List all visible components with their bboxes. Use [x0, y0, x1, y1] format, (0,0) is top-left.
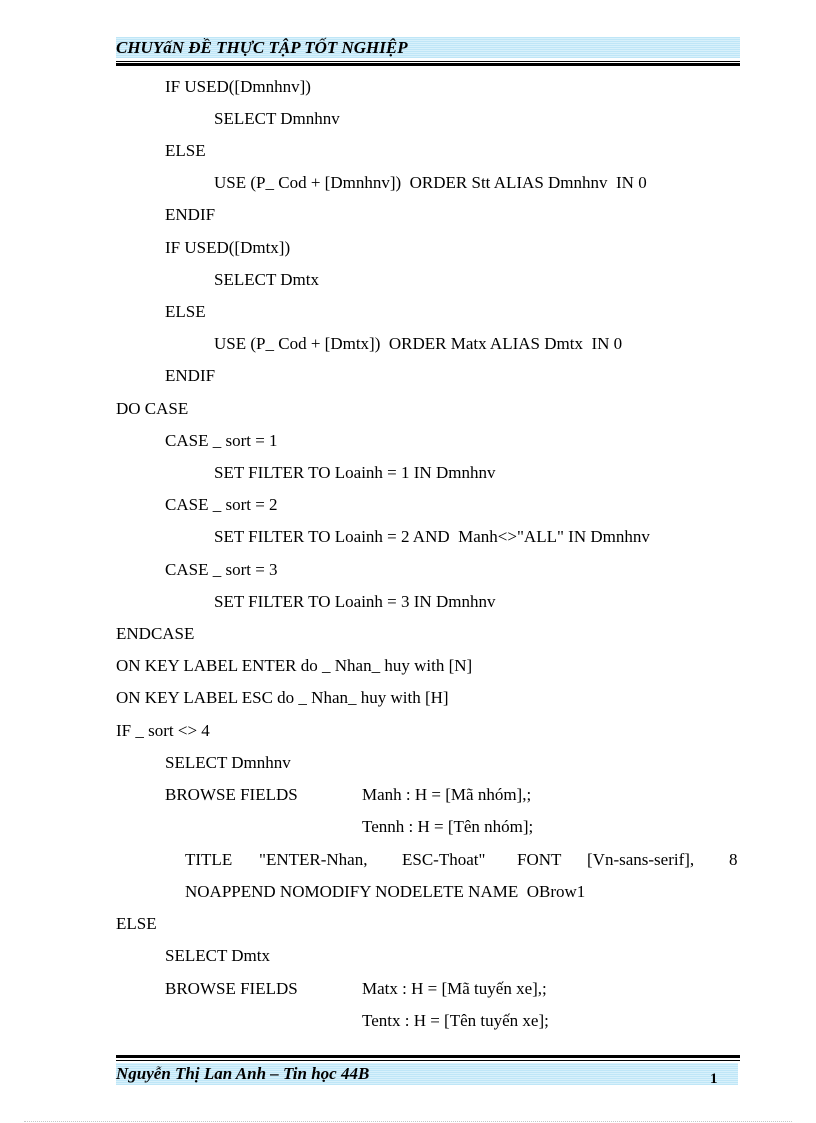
code-line: ELSE — [165, 141, 206, 160]
code-line: CASE _ sort = 2 — [165, 495, 278, 514]
code-line: CASE _ sort = 1 — [165, 431, 278, 450]
code-line: DO CASE — [116, 399, 189, 418]
page-edge-divider — [24, 1121, 792, 1122]
code-line: CASE _ sort = 3 — [165, 560, 278, 579]
code-line: BROWSE FIELDS — [165, 979, 298, 998]
code-line: ESC-Thoat" — [402, 850, 486, 869]
code-line: Manh : H = [Mã nhóm],; — [362, 785, 532, 804]
footer-rule-thin — [116, 1060, 740, 1061]
code-line: SELECT Dmtx — [214, 270, 319, 289]
code-line: TITLE — [185, 850, 233, 869]
code-line: IF _ sort <> 4 — [116, 721, 210, 740]
code-line: SET FILTER TO Loainh = 3 IN Dmnhnv — [214, 592, 496, 611]
header-rule-thick — [116, 63, 740, 66]
code-line: ENDIF — [165, 205, 216, 224]
code-line: ELSE — [116, 914, 157, 933]
code-line: USE (P_ Cod + [Dmtx]) ORDER Matx ALIAS Dmtx IN 0 — [214, 334, 623, 353]
code-line: IF USED([Dmtx]) — [165, 238, 291, 257]
code-line: SELECT Dmtx — [165, 946, 270, 965]
code-line: ENDIF — [165, 366, 216, 385]
code-line: SELECT Dmnhnv — [214, 109, 340, 128]
code-line: IF USED([Dmnhnv]) — [165, 77, 311, 96]
code-line: ENDCASE — [116, 624, 195, 643]
code-line: SET FILTER TO Loainh = 1 IN Dmnhnv — [214, 463, 496, 482]
code-line: NOAPPEND NOMODIFY NODELETE NAME OBrow1 — [185, 882, 586, 901]
code-line: ON KEY LABEL ENTER do _ Nhan_ huy with [N] — [116, 656, 473, 675]
code-line: SELECT Dmnhnv — [165, 753, 291, 772]
code-line: Tennh : H = [Tên nhóm]; — [362, 817, 534, 836]
code-line: ELSE — [165, 302, 206, 321]
header-rule-thin — [116, 61, 740, 62]
code-line: FONT — [517, 850, 562, 869]
code-line: ON KEY LABEL ESC do _ Nhan_ huy with [H] — [116, 688, 449, 707]
code-line: BROWSE FIELDS — [165, 785, 298, 804]
code-line: [Vn-sans-serif], — [587, 850, 695, 869]
code-line: "ENTER-Nhan, — [259, 850, 368, 869]
footer-author: Nguyễn Thị Lan Anh – Tin học 44B — [116, 1064, 370, 1083]
code-line: Matx : H = [Mã tuyến xe],; — [362, 979, 547, 998]
code-line: SET FILTER TO Loainh = 2 AND Manh<>"ALL" IN Dmnhnv — [214, 527, 650, 546]
code-line: USE (P_ Cod + [Dmnhnv]) ORDER Stt ALIAS Dmnhnv IN 0 — [214, 173, 647, 192]
code-line: 8 — [729, 850, 738, 869]
header-title: CHUYấN ĐỀ THỰC TẬP TỐT NGHIỆP — [116, 38, 408, 57]
page-number: 1 — [710, 1071, 718, 1087]
footer-rule-thick — [116, 1055, 740, 1058]
code-line: Tentx : H = [Tên tuyến xe]; — [362, 1011, 549, 1030]
